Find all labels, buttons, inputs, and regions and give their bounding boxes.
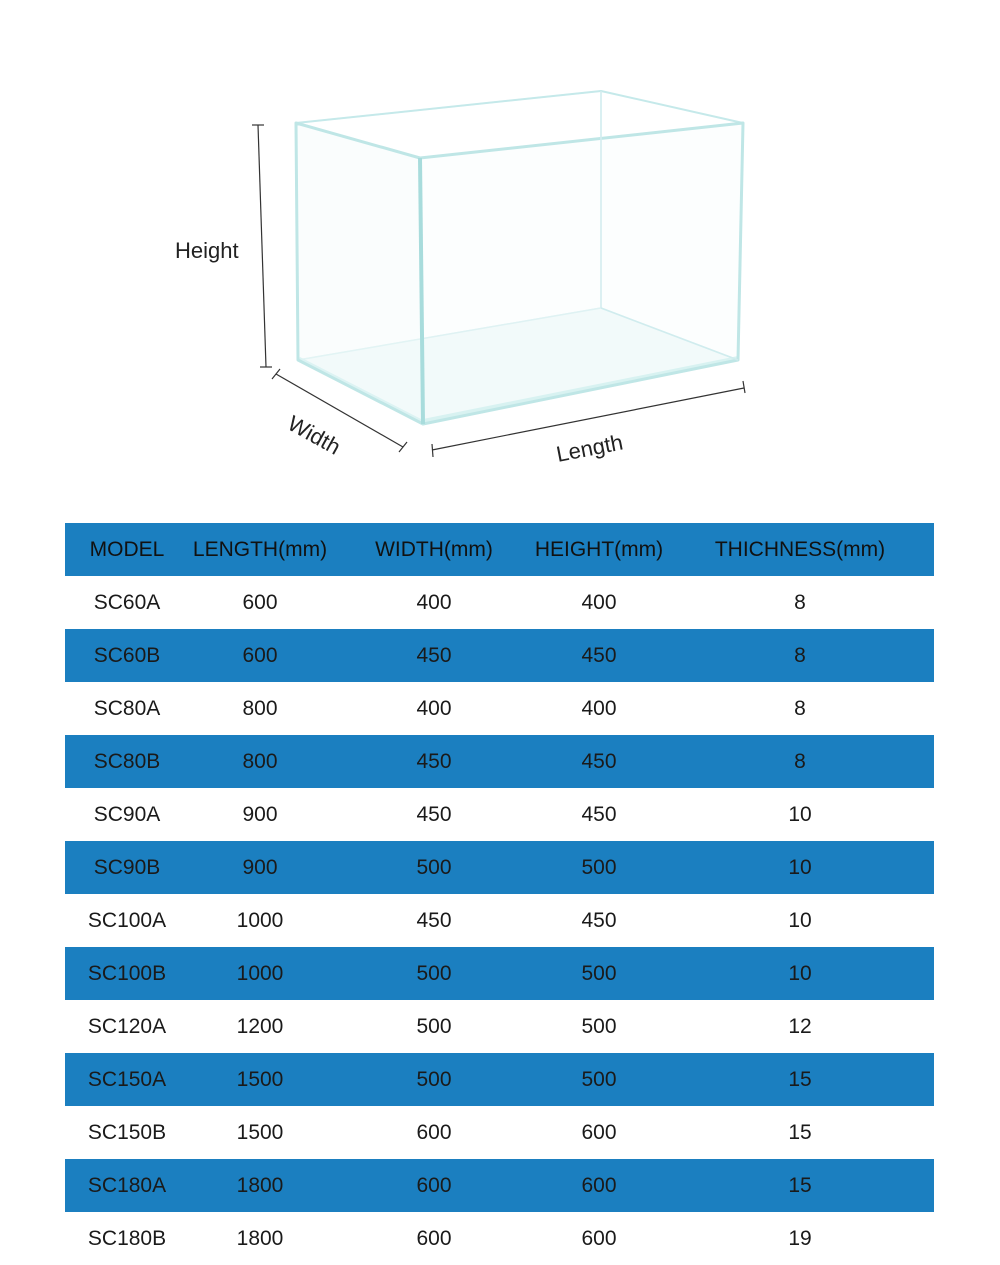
cell-width: 500 [416, 1067, 452, 1091]
height-label: Height [175, 238, 239, 263]
cell-length: 1000 [236, 961, 284, 985]
cell-width: 450 [416, 908, 452, 932]
table-row [65, 735, 934, 788]
cell-height: 400 [581, 696, 617, 720]
table-row [65, 894, 934, 947]
cell-height: 600 [581, 1120, 617, 1144]
table-row [65, 947, 934, 1000]
cell-model: SC60A [93, 590, 161, 614]
table-header-row [65, 523, 934, 576]
cell-thickness: 8 [794, 749, 806, 773]
specification-table [65, 523, 934, 1265]
table-row [65, 841, 934, 894]
cell-model: SC100B [87, 961, 167, 985]
cell-height: 400 [581, 590, 617, 614]
cell-length: 1500 [236, 1067, 284, 1091]
table-row [65, 1000, 934, 1053]
header-thickness: THICHNESS(mm) [714, 537, 886, 561]
cell-thickness: 10 [788, 855, 812, 879]
cell-length: 1200 [236, 1014, 284, 1038]
header-length: LENGTH(mm) [192, 537, 328, 561]
cell-width: 500 [416, 961, 452, 985]
cell-model: SC80B [93, 749, 161, 773]
header-height: HEIGHT(mm) [534, 537, 664, 561]
cell-model: SC80A [93, 696, 161, 720]
cell-model: SC120A [87, 1014, 167, 1038]
cell-height: 500 [581, 1067, 617, 1091]
cell-length: 1800 [236, 1226, 284, 1250]
cell-length: 1800 [236, 1173, 284, 1197]
cell-model: SC150A [87, 1067, 167, 1091]
cell-model: SC90B [93, 855, 161, 879]
cell-length: 800 [242, 749, 278, 773]
table-body [65, 576, 934, 1265]
width-label: Width [283, 410, 345, 460]
cell-length: 900 [242, 802, 278, 826]
cell-thickness: 8 [794, 696, 806, 720]
cell-height: 450 [581, 802, 617, 826]
cell-thickness: 15 [788, 1120, 812, 1144]
cell-model: SC100A [87, 908, 167, 932]
cell-height: 500 [581, 1014, 617, 1038]
cell-width: 450 [416, 802, 452, 826]
cell-width: 600 [416, 1120, 452, 1144]
cell-thickness: 10 [788, 908, 812, 932]
table-row [65, 682, 934, 735]
cell-length: 600 [242, 590, 278, 614]
cell-width: 450 [416, 749, 452, 773]
header-width: WIDTH(mm) [375, 537, 493, 561]
cell-thickness: 8 [794, 643, 806, 667]
cell-length: 900 [242, 855, 278, 879]
table-row [65, 629, 934, 682]
cell-width: 400 [416, 696, 452, 720]
cell-width: 500 [416, 1014, 452, 1038]
cell-thickness: 19 [788, 1226, 812, 1250]
cell-thickness: 10 [788, 802, 812, 826]
length-label: Length [554, 429, 626, 467]
cell-height: 450 [581, 643, 617, 667]
table-row [65, 788, 934, 841]
cell-height: 450 [581, 908, 617, 932]
aquarium-diagram [0, 0, 1000, 500]
cell-length: 800 [242, 696, 278, 720]
cell-width: 500 [416, 855, 452, 879]
table-row [65, 576, 934, 629]
cell-model: SC60B [93, 643, 161, 667]
cell-width: 450 [416, 643, 452, 667]
cell-thickness: 15 [788, 1067, 812, 1091]
cell-height: 600 [581, 1173, 617, 1197]
height-dimension-line [252, 125, 272, 367]
cell-thickness: 10 [788, 961, 812, 985]
cell-length: 1000 [236, 908, 284, 932]
cell-thickness: 15 [788, 1173, 812, 1197]
table-row [65, 1106, 934, 1159]
cell-height: 450 [581, 749, 617, 773]
table-row [65, 1159, 934, 1212]
cell-height: 500 [581, 961, 617, 985]
cell-height: 500 [581, 855, 617, 879]
cell-length: 600 [242, 643, 278, 667]
cell-model: SC90A [93, 802, 161, 826]
glass-tank-illustration [296, 91, 743, 424]
cell-length: 1500 [236, 1120, 284, 1144]
cell-model: SC150B [87, 1120, 167, 1144]
cell-model: SC180B [87, 1226, 167, 1250]
cell-width: 600 [416, 1226, 452, 1250]
cell-width: 600 [416, 1173, 452, 1197]
cell-width: 400 [416, 590, 452, 614]
cell-height: 600 [581, 1226, 617, 1250]
cell-thickness: 12 [788, 1014, 812, 1038]
table-row [65, 1212, 934, 1265]
header-model: MODEL [89, 537, 165, 561]
cell-thickness: 8 [794, 590, 806, 614]
table-row [65, 1053, 934, 1106]
cell-model: SC180A [87, 1173, 167, 1197]
